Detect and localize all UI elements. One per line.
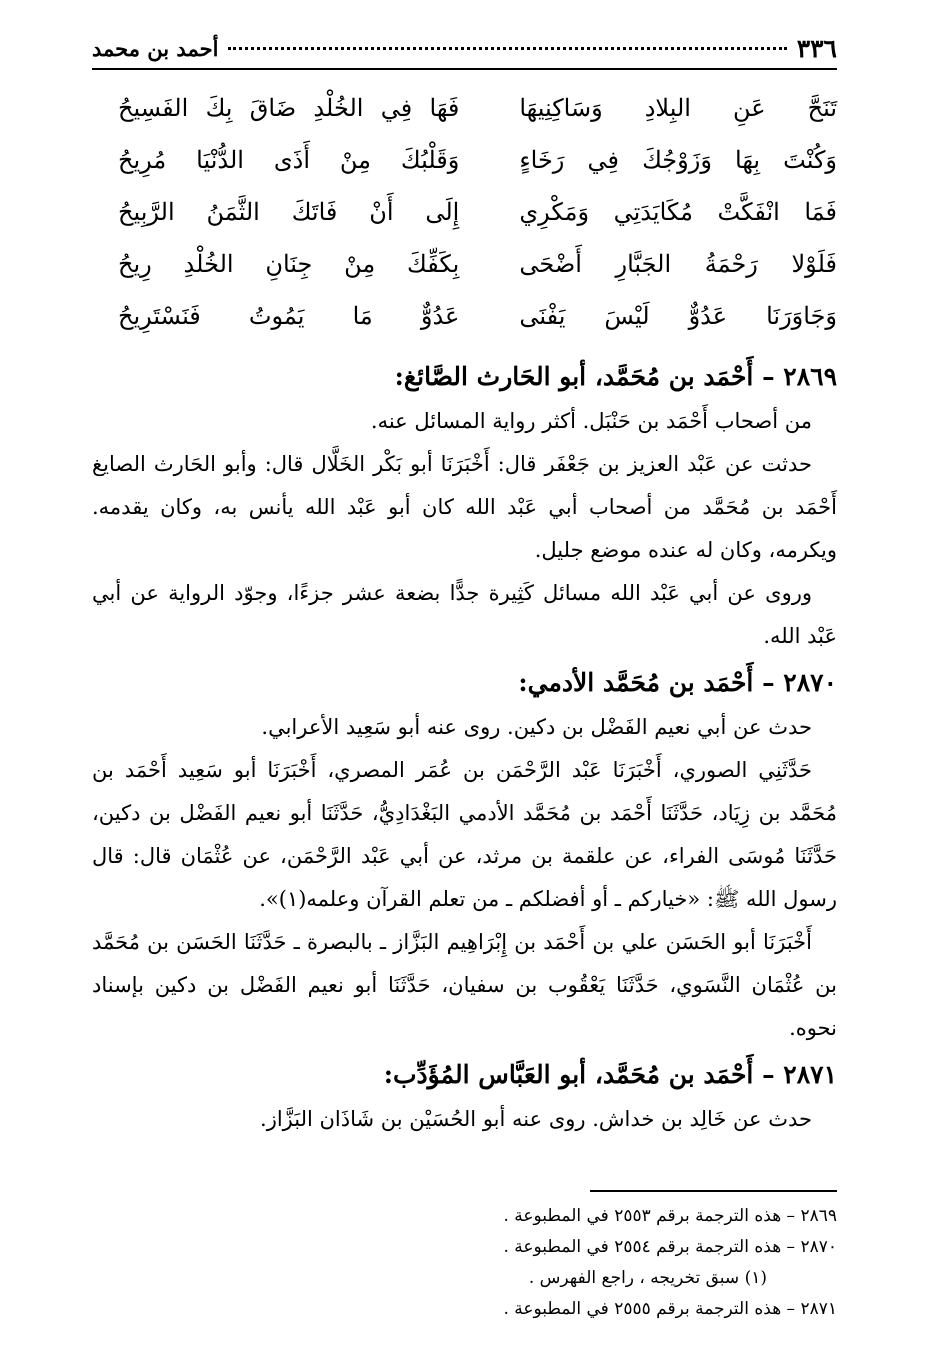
header-dot-leader bbox=[228, 46, 786, 50]
poem-hemistich-second: إِلَى أَنْ فَاتَكَ الثَّمَنُ الرَّبِيحُ bbox=[118, 198, 460, 226]
page-header bbox=[92, 28, 837, 70]
poem-hemistich-second: بِكَفِّكَ مِنْ جِنَانِ الخُلْدِ رِيحُ bbox=[118, 250, 460, 278]
footnote: ٢٨٦٩ – هذه الترجمة برقم ٢٥٥٣ في المطبوعة . bbox=[503, 1205, 837, 1226]
entry-paragraph: حدث عن أبي نعيم الفَضْل بن دكين. روى عنه أبو سَعِيد الأعرابي. bbox=[261, 715, 812, 739]
poem-verse bbox=[118, 238, 837, 290]
poem bbox=[118, 82, 837, 342]
footnote: (١) سبق تخريجه ، راجع الفهرس . bbox=[528, 1267, 767, 1288]
poem-hemistich-second: عَدُوٌّ مَا يَمُوتُ فَنَسْتَرِيحُ bbox=[118, 302, 460, 330]
poem-hemistich-first: تَنَحَّ عَنِ البِلادِ وَسَاكِنِيهَا bbox=[519, 94, 837, 122]
entry-paragraph: وروى عن أبي عَبْد الله مسائل كَثِيرة جدًّا بضعة عشر جزءًا، وجوّد الرواية عن أبي عَبْد الله. bbox=[92, 581, 837, 648]
poem-verse bbox=[118, 134, 837, 186]
entry-paragraph: حَدَّثَنِي الصوري، أَخْبَرَنَا عَبْد الرَّحْمَن بن عُمَر المصري، أَخْبَرَنَا أبو سَعِيد أَحْمَد بن مُحَمَّد بن زِيَاد، حَدَّثَنَا أَحْمَد بن مُحَمَّد الأدمي البَغْدَادِيُّ، حَدَّثَنَا أبو نعيم الفَضْل بن دكين، حَدَّثَنَا مُوسَى الفراء، عن علقمة بن مرثد، عن أبي عَبْد الرَّحْمَن، عن عُثْمَان قال: قال رسول الله ﷺ: «خياركم ـ أو أفضلكم ـ من تعلم القرآن وعلمه(١)». bbox=[92, 758, 837, 911]
entry-heading: ٢٨٧٠ – أَحْمَد بن مُحَمَّد الأدمي: bbox=[518, 667, 837, 697]
entry-heading: ٢٨٧١ – أَحْمَد بن مُحَمَّد، أبو العَبَّاس المُؤَدِّب: bbox=[383, 1059, 837, 1089]
page-number: ٣٣٦ bbox=[796, 33, 837, 63]
poem-hemistich-first: فَلَوْلا رَحْمَةُ الجَبَّارِ أَضْحَى bbox=[519, 250, 837, 278]
footnote: ٢٨٧٠ – هذه الترجمة برقم ٢٥٥٤ في المطبوعة . bbox=[503, 1236, 837, 1257]
footnote: ٢٨٧١ – هذه الترجمة برقم ٢٥٥٥ في المطبوعة . bbox=[503, 1298, 837, 1319]
poem-verse bbox=[118, 186, 837, 238]
entry-paragraph: من أصحاب أَحْمَد بن حَنْبَل. أكثر رواية المسائل عنه. bbox=[370, 409, 812, 433]
poem-hemistich-first: وَجَاوَرَنَا عَدُوٌّ لَيْسَ يَفْنَى bbox=[519, 302, 837, 330]
poem-hemistich-first: وَكُنْتَ بِهَا وَزَوْجُكَ فِي رَخَاءٍ bbox=[519, 146, 837, 174]
running-title: أحمد بن محمد bbox=[92, 35, 219, 61]
poem-hemistich-first: فَمَا انْفَكَّتْ مُكَايَدَتِي وَمَكْرِي bbox=[519, 198, 837, 226]
entry-heading: ٢٨٦٩ – أَحْمَد بن مُحَمَّد، أبو الحَارث الصَّائغ: bbox=[394, 361, 837, 391]
entry-paragraph: حدث عن خَالِد بن خداش. روى عنه أبو الحُسَيْن بن شَاذَان البَزَّاز. bbox=[260, 1107, 812, 1131]
footnotes bbox=[300, 1200, 837, 1324]
poem-verse bbox=[118, 290, 837, 342]
poem-verse bbox=[118, 82, 837, 134]
entry-paragraph: أَخْبَرَنَا أبو الحَسَن علي بن أَحْمَد بن إِبْرَاهِيم البَزَّاز ـ بالبصرة ـ حَدَّثَنَا الحَسَن بن مُحَمَّد بن عُثْمَان النَّسَوي، حَدَّثَنَا يَعْقُوب بن سفيان، حَدَّثَنَا أبو نعيم الفَضْل بن دكين بإسناد نحوه. bbox=[92, 930, 837, 1040]
page-body bbox=[92, 352, 837, 1141]
footnote-separator bbox=[590, 1190, 837, 1192]
poem-hemistich-second: وَقَلْبُكَ مِنْ أَذَى الدُّنْيَا مُرِيحُ bbox=[118, 146, 460, 174]
entry-paragraph: حدثت عن عَبْد العزيز بن جَعْفَر قال: أَخْبَرَنَا أبو بَكْر الخَلَّال قال: وأبو الحَارث الصايغ أَحْمَد بن مُحَمَّد من أصحاب أبي عَبْد الله كان أبو عَبْد الله يأنس به، وكان يقدمه. ويكرمه، وكان له عنده موضع جليل. bbox=[92, 452, 837, 562]
poem-hemistich-second: فَهَا فِي الخُلْدِ ضَاقَ بِكَ الفَسِيحُ bbox=[118, 94, 460, 122]
